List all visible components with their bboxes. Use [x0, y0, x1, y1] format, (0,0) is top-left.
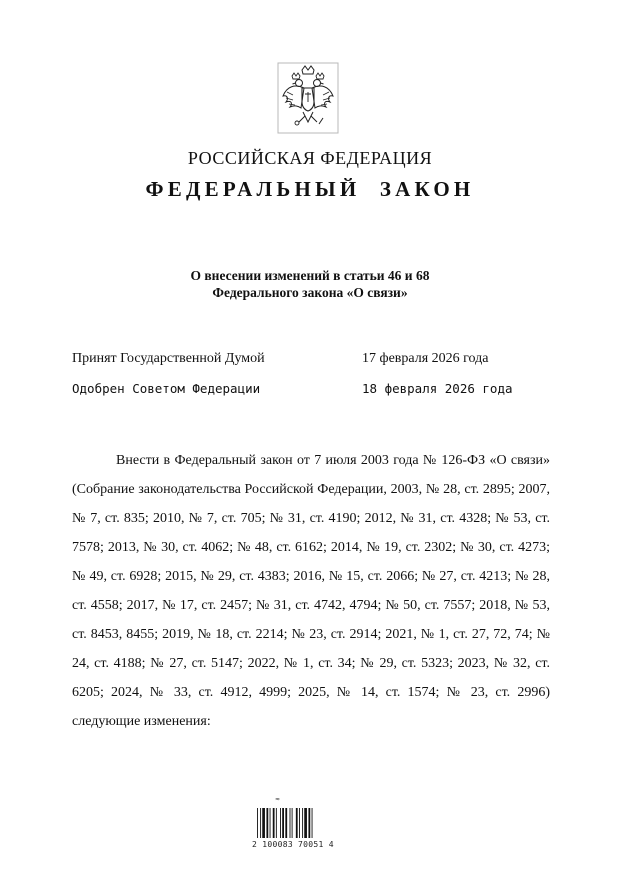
barcode-bar [304, 808, 307, 838]
law-title-line-2: Федерального закона «О связи» [212, 285, 408, 300]
barcode-number: 2 100083 70051 4 [252, 840, 334, 849]
adoption-date: 17 февраля 2026 года [362, 351, 489, 366]
barcode-bar [280, 808, 281, 838]
country-name: РОССИЙСКАЯ ФЕДЕРАЦИЯ [187, 148, 433, 168]
barcode-bar [308, 808, 310, 838]
body-paragraph: Внести в Федеральный закон от 7 июля 2003 года № 126-ФЗ «О связи» (Собрание законодательства Российской Федерации, 2003, № 28, ст. 2895; 2007, № 7, ст. 835; 2010, № 7, ст. 705; № 31, ст. 4190; 2012, № 31, ст. 4328; № 53, ст. 7578; 2013, № 30, ст. 4062; № 48, ст. 6162; 2014, № 19, ст. 2302; № 30, ст. 4273; № 49, ст. 6928; 2015, № 29, ст. 4383; 2016, № 15, ст. 2066; № 27, ст. 4213; № 28, ст. 4558; 2017, № 17, ст. 2457; № 31, ст. 4742, 4794; № 50, ст. 7557; 2018, № 53, ст. 8453, 8455; 2019, № 18, ст. 2214; № 23, ст. 2914; 2021, № 1, ст. 27, 72, 74; № 24, ст. 4188; № 27, ст. 5147; 2022, № 1, ст. 34; № 29, ст. 5323; 2023, № 32, ст. 6205; 2024, № 33, ст. 4912, 4999; 2025, № 14, ст. 1574; № 23, ст. 2996) следующие изменения: [72, 453, 550, 729]
barcode-bar [257, 808, 258, 838]
stamp-mark: ≈ [275, 796, 281, 803]
barcode-icon [256, 808, 336, 838]
adoption-label: Принят Государственной Думой [72, 351, 265, 366]
barcode-bar [260, 808, 261, 838]
document-type-heading: ФЕДЕРАЛЬНЫЙ ЗАКОН [145, 177, 475, 201]
barcode-bar [296, 808, 298, 838]
adoption-row-duma [72, 351, 552, 367]
barcode-bar [312, 808, 313, 838]
barcode-bar [273, 808, 275, 838]
adoption-date: 18 февраля 2026 года [362, 381, 513, 396]
adoption-row-federation-council [72, 381, 552, 396]
law-title [0, 267, 620, 301]
coat-of-arms-icon [277, 62, 339, 134]
barcode-bar [292, 808, 293, 838]
barcode-bar [290, 808, 291, 838]
law-title-line-1: О внесении изменений в статьи 46 и 68 [190, 268, 430, 283]
barcode-bar [262, 808, 265, 838]
barcode-bar [299, 808, 300, 838]
barcode-bar [285, 808, 287, 838]
barcode-bar [270, 808, 271, 838]
barcode-bar [276, 808, 277, 838]
barcode-bar [302, 808, 303, 838]
adoption-label: Одобрен Советом Федерации [72, 381, 261, 396]
barcode-bar [266, 808, 268, 838]
barcode-bar [282, 808, 284, 838]
